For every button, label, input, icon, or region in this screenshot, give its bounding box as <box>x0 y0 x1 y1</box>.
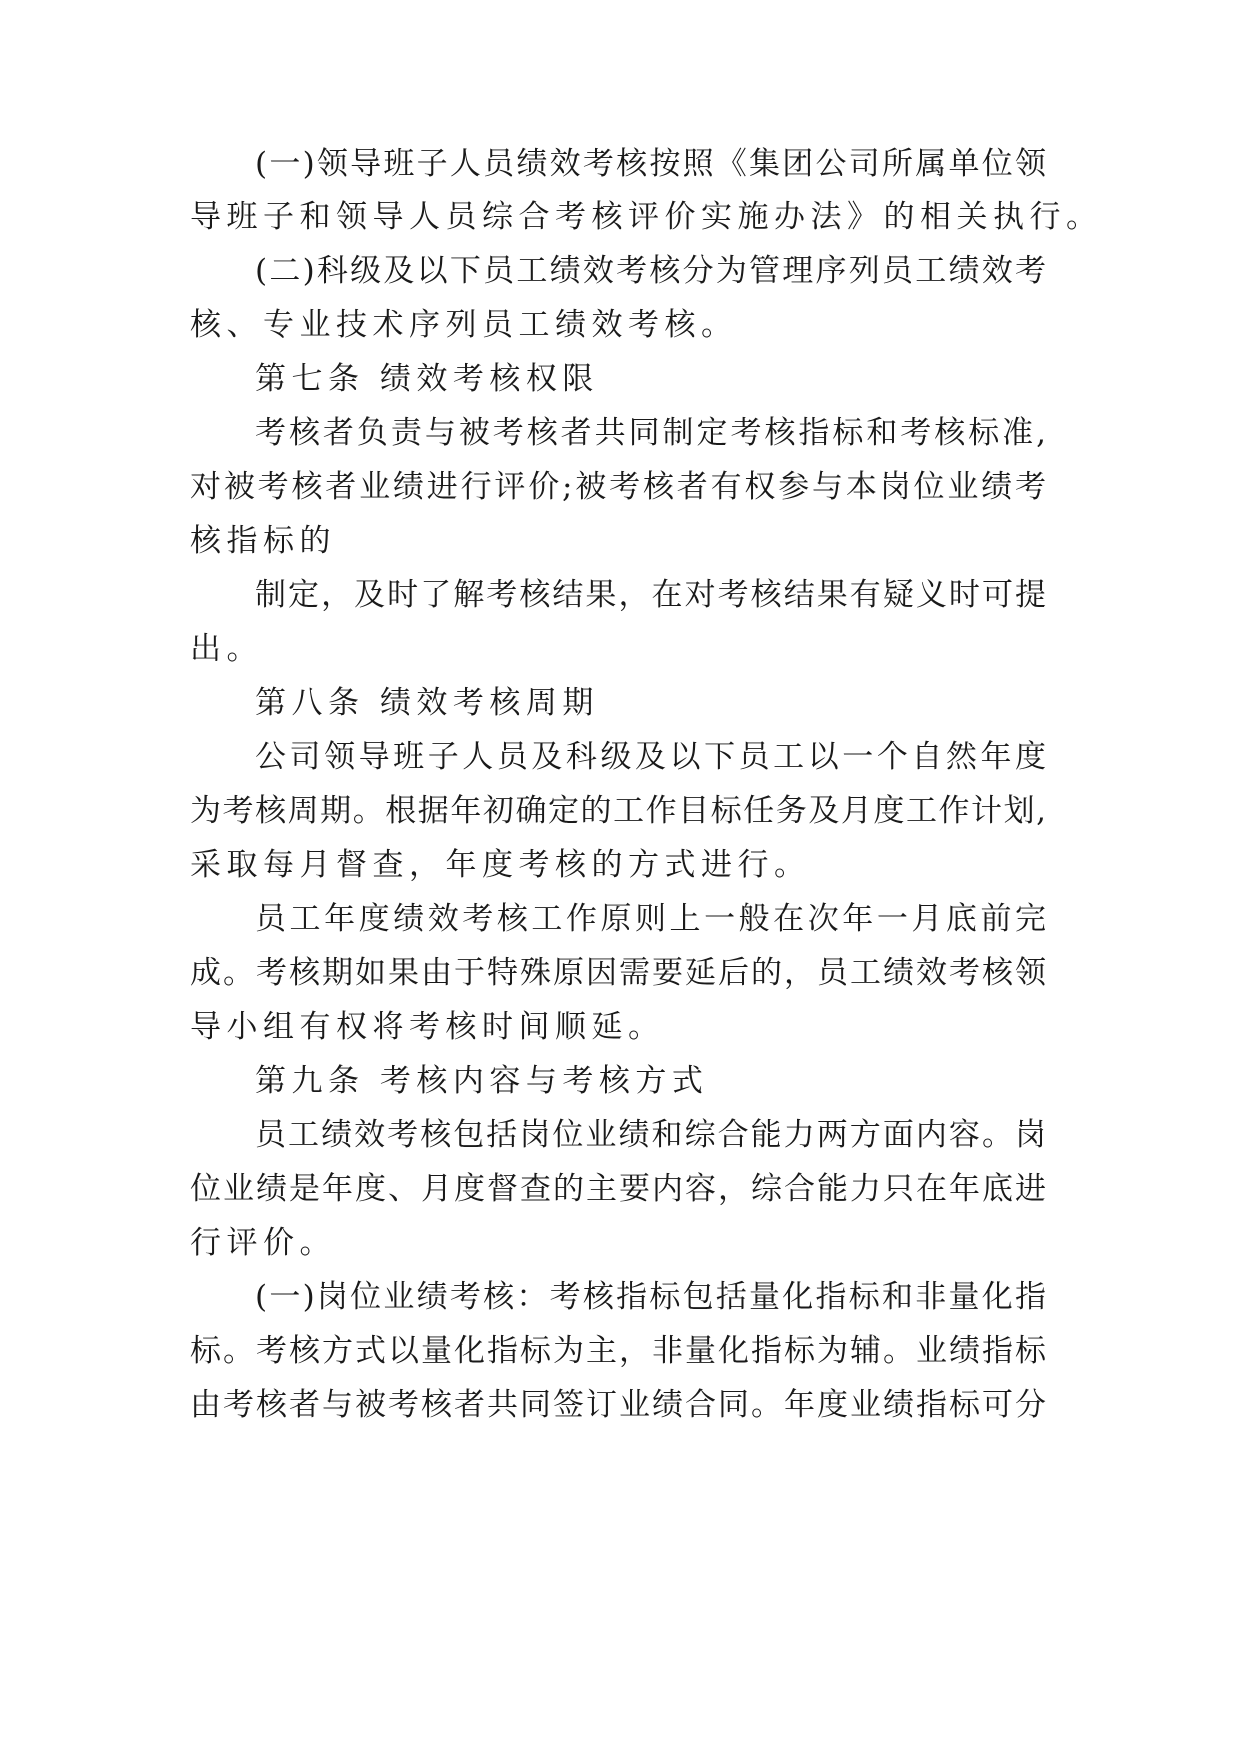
text-line-16: 成。考核期如果由于特殊原因需要延后的，员工绩效考核领 <box>190 955 1046 991</box>
text-line-14: 采取每月督查，年度考核的方式进行。 <box>190 847 811 883</box>
text-line-24: 由考核者与被考核者共同签订业绩合同。年度业绩指标可分 <box>190 1387 1046 1423</box>
text-line-13: 为考核周期。根据年初确定的工作目标任务及月度工作计划, <box>190 793 1046 829</box>
text-line-10: 出。 <box>190 631 263 667</box>
text-line-22: (一)岗位业绩考核：考核指标包括量化指标和非量化指 <box>255 1279 1046 1315</box>
section-heading-article-7: 第七条 绩效考核权限 <box>255 361 599 397</box>
text-line-8: 核指标的 <box>190 523 336 559</box>
text-line-15: 员工年度绩效考核工作原则上一般在次年一月底前完 <box>255 901 1046 937</box>
text-line-6: 考核者负责与被考核者共同制定考核指标和考核标准, <box>255 415 1046 451</box>
text-line-19: 员工绩效考核包括岗位业绩和综合能力两方面内容。岗 <box>255 1117 1046 1153</box>
section-heading-article-9: 第九条 考核内容与考核方式 <box>255 1063 709 1099</box>
text-line-4: 核、专业技术序列员工绩效考核。 <box>190 307 738 343</box>
text-line-3: (二)科级及以下员工绩效考核分为管理序列员工绩效考 <box>255 253 1046 289</box>
text-line-2: 导班子和领导人员综合考核评价实施办法》的相关执行。 <box>190 199 1103 235</box>
text-line-20: 位业绩是年度、月度督查的主要内容，综合能力只在年底进 <box>190 1171 1046 1207</box>
text-line-7: 对被考核者业绩进行评价;被考核者有权参与本岗位业绩考 <box>190 469 1046 505</box>
text-line-9: 制定，及时了解考核结果，在对考核结果有疑义时可提 <box>255 577 1046 613</box>
text-line-17: 导小组有权将考核时间顺延。 <box>190 1009 665 1045</box>
text-line-21: 行评价。 <box>190 1225 336 1261</box>
text-line-12: 公司领导班子人员及科级及以下员工以一个自然年度 <box>255 739 1046 775</box>
text-line-1: (一)领导班子人员绩效考核按照《集团公司所属单位领 <box>255 146 1046 182</box>
text-line-23: 标。考核方式以量化指标为主，非量化指标为辅。业绩指标 <box>190 1333 1046 1369</box>
section-heading-article-8: 第八条 绩效考核周期 <box>255 685 599 721</box>
